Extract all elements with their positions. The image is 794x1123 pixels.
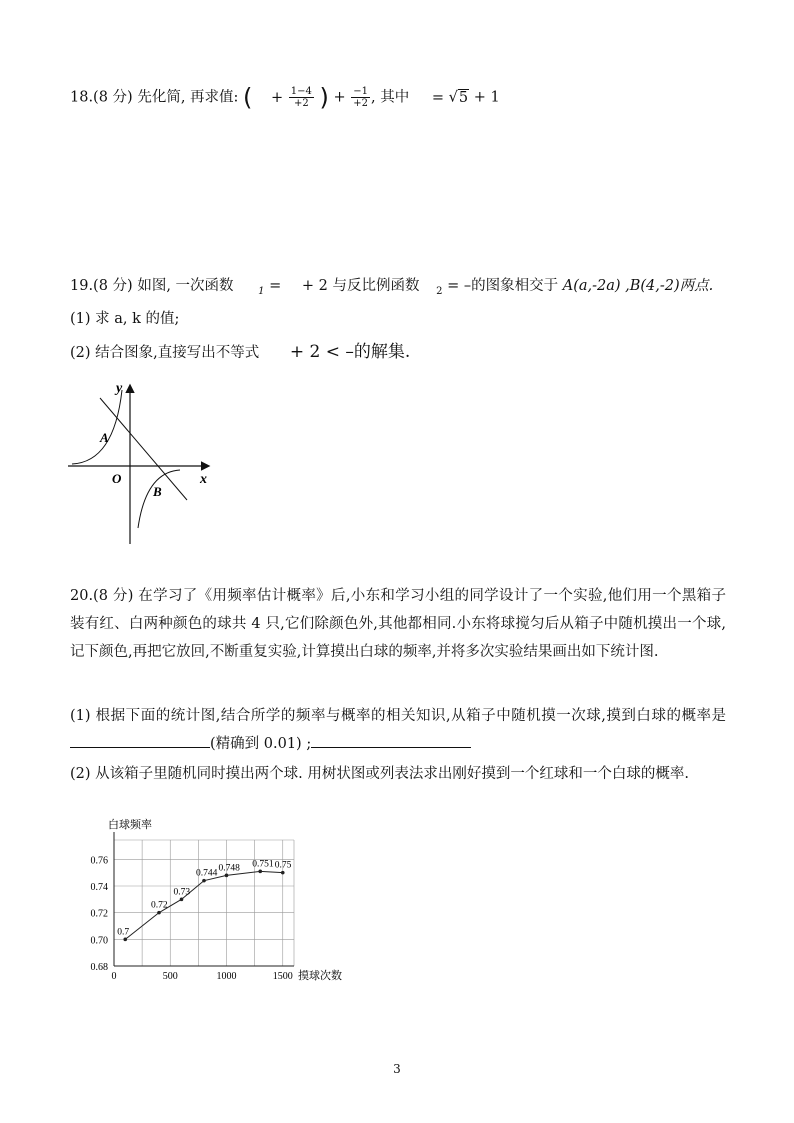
q18-sqrt-arg: 5 [458,89,469,106]
q18-fraction-1 [289,86,314,109]
x-tick-label: 0 [111,971,117,982]
data-point [123,938,127,942]
question-20-part-2: (2) 从该箱子里随机同时摸出两个球. 用树状图或列表法求出刚好摸到一个红球和一个白球的概率. [70,766,689,782]
y-tick-label: 0.70 [90,935,108,947]
data-label: 0.73 [173,887,191,898]
hyperbola-lower-right-branch [138,470,180,528]
q18-fraction-2 [351,86,370,109]
q19-text-b: = [269,278,282,294]
q19-part2-text-b: + 2 < –的解集. [289,342,411,362]
data-label: 0.744 [196,868,218,879]
answer-blank-1[interactable] [70,747,210,748]
data-point [202,879,206,883]
data-label: 0.751 [252,859,274,870]
data-label: 0.72 [151,900,168,911]
close-paren: ) [319,83,329,112]
origin-label: O [112,471,122,486]
data-point [225,874,229,878]
point-a-label: A [100,430,109,445]
y-axis-label: y [116,381,123,396]
page-number: 3 [393,1062,401,1076]
q18-plus-1: + [271,89,284,106]
function-graph-figure [62,376,222,548]
point-b-label: B [153,484,162,499]
data-point [281,871,285,875]
data-point [180,898,184,902]
q18-frac1-denominator: +2 [293,98,309,109]
data-label: 0.748 [218,863,240,874]
q18-frac1-numerator: 1−4 [290,86,312,97]
q20-part1-text-a: (1) 根据下面的统计图,结合所学的频率与概率的相关知识,从箱子中随机摸一次球,摸到白球的概率是 [70,708,726,724]
question-18: 18.(8 分) 先化简, 再求值: ( + $\frac{1-4}{+2}$ ) + $\frac{-1}{+2}$ , 其中 = √5 + 1 [70,83,500,112]
question-19-part-1: (1) 求 a, k 的值; [70,311,180,327]
q20-part1-text-b: (精确到 0.01) ; [210,736,312,752]
open-paren: ( [243,83,253,112]
white-ball-frequency-chart [72,816,362,988]
answer-blank-2[interactable] [311,747,471,748]
q18-frac2-denominator: +2 [353,98,368,109]
q19-text-e: A(a,-2a) ,B(4,-2)两点. [562,278,714,294]
x-axis-label: x [200,472,207,487]
q18-value-eq: = [431,89,444,106]
y-axis-title: 白球频率 [108,819,152,831]
chart-labels [91,817,343,982]
y-tick-label: 0.76 [90,855,108,867]
q18-suffix: , 其中 [371,89,410,106]
y-tick-label: 0.74 [90,882,108,893]
q18-plus-2: + [333,89,346,106]
question-20-part-1 [70,702,726,758]
y-tick-label: 0.72 [90,908,108,920]
x-tick-label: 1000 [216,971,237,982]
chart-series [123,870,284,942]
data-point [258,870,262,874]
y-tick-label: 0.68 [90,962,108,973]
data-label: 0.7 [117,927,130,938]
question-19-line-1 [70,276,713,302]
x-tick-label: 500 [162,971,178,982]
q19-subscript-2: 2 [436,285,443,297]
q18-frac2-numerator: −1 [353,86,368,97]
x-axis-title: 摸球次数 [298,970,342,982]
hyperbola-upper-left-branch [72,390,122,464]
q18-prefix: 18.(8 分) 先化简, 再求值: [70,89,239,106]
data-point [157,911,161,915]
question-20-intro: 20.(8 分) 在学习了《用频率估计概率》后,小东和学习小组的同学设计了一个实验,他们用一个黑箱子装有红、白两种颜色的球共 4 只,它们除颜色外,其他都相同.小东将球搅匀后从箱子中随机摸出一个球,记下颜色,再把它放回,不断重复实验,计算摸出白球的频率,并将多次实验结果画出如下统计图. [70,588,726,660]
chart-axes [114,832,294,966]
x-tick-label: 1500 [272,971,293,982]
q18-value-tail: + 1 [473,89,500,106]
q19-subscript-1: 1 [258,285,265,297]
q19-text-a: 19.(8 分) 如图, 一次函数 [70,278,234,294]
q19-part2-text-a: (2) 结合图象,直接写出不等式 [70,345,260,361]
q19-text-d: = –的图象相交于 [447,278,559,294]
q19-text-c: + 2 与反比例函数 [301,278,420,294]
data-label: 0.75 [274,860,292,871]
question-19-part-2 [70,342,410,363]
